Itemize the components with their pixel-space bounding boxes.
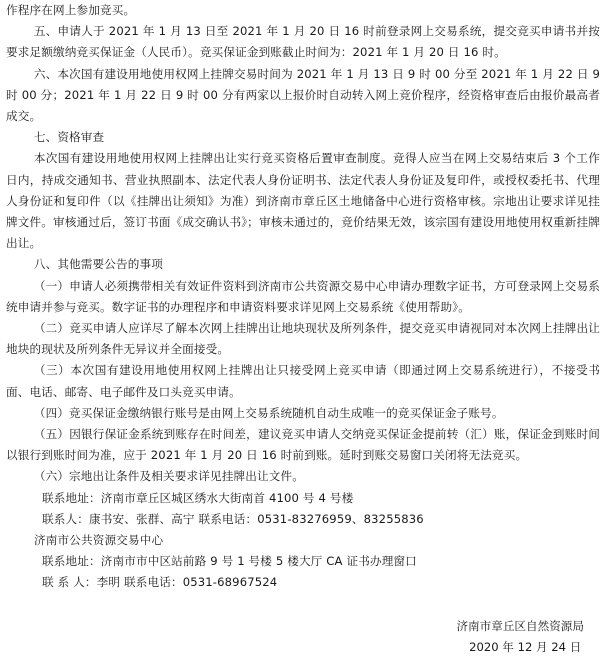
item-8-5-paragraph: （五）因银行保证金系统到账存在时间差，建议竞买申请人交纳竞买保证金提前转（汇）账，保证金到账时间以银行到账时间为准，应于 2021 年 1 月 20 日 16 时前到账。延时到账交易窗口关闭将无法竞买。 bbox=[6, 427, 600, 463]
item-6-paragraph: 六、本次国有建设用地使用权网上挂牌交易时间为 2021 年 1 月 13 日 9 时 00 分至 2021 年 1 月 22 日 9 时 00 分；2021 年 1 月 22 日 9 时 00 分有两家以上报价时自动转入网上竞价程序，经资格审查后由报价最高者成交。 bbox=[6, 66, 600, 124]
item-8-3-paragraph: （三）本次国有建设用地使用权网上挂牌出让只接受网上竞买申请（即通过网上交易系统进行），不接受书面、电话、邮寄、电子邮件及口头竞买申请。 bbox=[6, 363, 600, 399]
contact-2-person: 联 系 人：李明 联系电话：0531-68967524 bbox=[42, 575, 278, 590]
paragraph-top: 作程序在网上参加竞买。 bbox=[6, 3, 136, 17]
item-8-1-paragraph: （一）申请人必须携带相关有效证件资料到济南市公共资源交易中心申请办理数字证书，方可登录网上交易系统申请并参与竞买。数字证书的办理程序和申请资料要求详见网上交易系统《使用帮助》。 bbox=[6, 278, 600, 314]
item-7-body: 本次国有建设用地使用权网上挂牌出让实行竞买资格后置审查制度。竞得人应当在网上交易结束后 3 个工作日内，持成交通知书、营业执照副本、法定代表人身份证明书、法定代表人身份证及复印件，或授权委托书、代理人身份证和复印件（以《挂牌出让须知》为准）到济南市章丘区土地储备中心进行资格审核。宗地出让要求详见挂牌文件。审核通过后，签订书面《成交确认书》；审核未通过的，竞价结果无效，该宗国有建设用地使用权重新挂牌出让。 bbox=[6, 151, 600, 251]
contact-1-address: 联系地址：济南市章丘区城区绣水大街南首 4100 号 4 号楼 bbox=[42, 490, 354, 505]
item-8-heading: 八、其他需要公告的事项 bbox=[33, 257, 164, 272]
item-7-heading: 七、资格审查 bbox=[33, 130, 105, 145]
contact-2-address: 联系地址：济南市市中区站前路 9 号 1 号楼 5 楼大厅 CA 证书办理窗口 bbox=[42, 554, 417, 569]
item-8-2-paragraph: （二）竞买申请人应详尽了解本次网上挂牌出让地块现状及所列条件，提交竞买申请视同对本次网上挂牌出让地块的现状及所列条件无异议并全面接受。 bbox=[6, 321, 600, 357]
item-8-4-paragraph: （四）竞买保证金缴纳银行账号是由网上交易系统随机自动生成唯一的竞买保证金子账号。 bbox=[33, 405, 504, 420]
signature-block bbox=[456, 616, 584, 658]
item-5-paragraph: 五、申请人于 2021 年 1 月 13 日至 2021 年 1 月 20 日 16 时前登录网上交易系统，提交竞买申请书并按要求足额缴纳竞买保证金（人民币）。竞买保证金到账截止时间为：2021 年 1 月 20 日 16 时。 bbox=[6, 24, 600, 60]
signature-date: 2020 年 12 月 24 日 bbox=[469, 640, 582, 655]
org-2-name: 济南市公共资源交易中心 bbox=[34, 533, 164, 548]
contact-1-person: 联系人：康书安、张群、高宁 联系电话：0531-83276959、83255836 bbox=[42, 511, 424, 526]
item-8-6-paragraph: （六）宗地出让条件及相关要求详见挂牌出让文件。 bbox=[33, 469, 304, 484]
signature-org: 济南市章丘区自然资源局 bbox=[456, 619, 584, 633]
